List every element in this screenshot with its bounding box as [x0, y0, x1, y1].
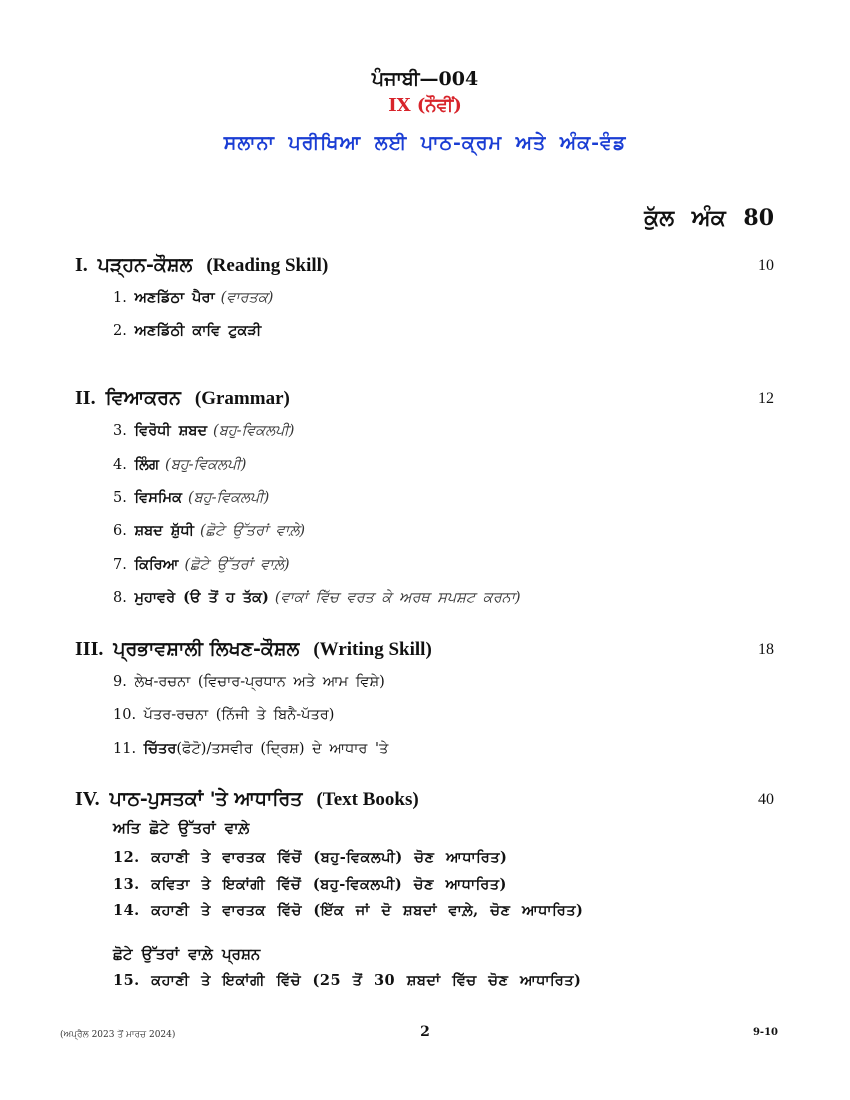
section-heading-grammar: II. ਵਿਆਕਰਨ (Grammar)	[75, 387, 290, 409]
list-item: 5. ਵਿਸਮਿਕ (ਬਹੁ-ਵਿਕਲਪੀ)	[113, 489, 270, 506]
list-item: 10. ਪੱਤਰ-ਰਚਨਾ (ਨਿੱਜੀ ਤੇ ਬਿਨੈ-ਪੱਤਰ)	[113, 707, 335, 723]
section-marks-writing: 18	[758, 641, 774, 658]
list-item: 4. ਲਿੰਗ (ਬਹੁ-ਵਿਕਲਪੀ)	[113, 456, 247, 473]
list-item: 9. ਲੇਖ-ਰਚਨਾ (ਵਿਚਾਰ-ਪ੍ਰਧਾਨ ਅਤੇ ਆਮ ਵਿਸ਼ੇ)	[113, 674, 385, 690]
list-item: 8. ਮੁਹਾਵਰੇ (ੳ ਤੋਂ ਹ ਤੱਕ) (ਵਾਕਾਂ ਵਿੱਚ ਵਰਤ ਕੇ ਅਰਥ ਸਪਸ਼ਟ ਕਰਨਾ)	[113, 589, 521, 606]
list-item: 12. ਕਹਾਣੀ ਤੇ ਵਾਰਤਕ ਵਿੱਚੋਂ (ਬਹੁ-ਵਿਕਲਪੀ) ਚੋਣ ਆਧਾਰਿਤ)	[113, 849, 508, 866]
list-item: 15. ਕਹਾਣੀ ਤੇ ਇਕਾਂਗੀ ਵਿੱਚੋ (25 ਤੋਂ 30 ਸ਼ਬਦਾਂ ਵਿੱਚ ਚੋਣ ਆਧਾਰਿਤ)	[113, 972, 582, 989]
footer-session: (ਅਪ੍ਰੈਲ 2023 ਤੋਂ ਮਾਰਚ 2024)	[60, 1030, 176, 1040]
section-marks-textbooks: 40	[758, 791, 774, 808]
list-item: 14. ਕਹਾਣੀ ਤੇ ਵਾਰਤਕ ਵਿੱਚੋ (ਇੱਕ ਜਾਂ ਦੋ ਸ਼ਬਦਾਂ ਵਾਲ਼ੇ, ਚੋਣ ਆਧਾਰਿਤ)	[113, 902, 584, 919]
list-item: 6. ਸ਼ਬਦ ਸ਼ੁੱਧੀ (ਛੋਟੇ ਉੱਤਰਾਂ ਵਾਲ਼ੇ)	[113, 522, 306, 539]
footer-code: 9-10	[752, 1027, 778, 1038]
subheading-very-short: ਅਤਿ ਛੋਟੇ ਉੱਤਰਾਂ ਵਾਲ਼ੇ	[113, 819, 250, 837]
list-item: 2. ਅਣਡਿੱਠੀ ਕਾਵਿ ਟੁਕੜੀ	[113, 322, 262, 339]
section-marks-reading: 10	[758, 257, 774, 274]
section-heading-writing: III. ਪ੍ਰਭਾਵਸ਼ਾਲੀ ਲਿਖਣ-ਕੌਸ਼ਲ (Writing Skill)	[75, 638, 432, 660]
subheading-short: ਛੋਟੇ ਉੱਤਰਾਂ ਵਾਲ਼ੇ ਪ੍ਰਸ਼ਨ	[113, 945, 261, 963]
list-item: 13. ਕਵਿਤਾ ਤੇ ਇਕਾਂਗੀ ਵਿੱਚੋਂ (ਬਹੁ-ਵਿਕਲਪੀ) ਚੋਣ ਆਧਾਰਿਤ)	[113, 876, 507, 893]
list-item: 7. ਕਿਰਿਆ (ਛੋਟੇ ਉੱਤਰਾਂ ਵਾਲ਼ੇ)	[113, 556, 290, 573]
section-marks-grammar: 12	[758, 390, 774, 407]
class-label: IX (ਨੌਵੀਂ)	[388, 95, 462, 116]
page-title: ਸਲਾਨਾ ਪਰੀਖਿਆ ਲਈ ਪਾਠ-ਕ੍ਰਮ ਅਤੇ ਅੰਕ-ਵੰਡ	[223, 132, 627, 154]
section-heading-reading: I. ਪੜ੍ਹਨ-ਕੌਸ਼ਲ (Reading Skill)	[75, 254, 329, 276]
list-item: 1. ਅਣਡਿੱਠਾ ਪੈਰਾ (ਵਾਰਤਕ)	[113, 289, 274, 306]
list-item: 3. ਵਿਰੋਧੀ ਸ਼ਬਦ (ਬਹੁ-ਵਿਕਲਪੀ)	[113, 422, 295, 439]
page-number: 2	[420, 1024, 430, 1040]
total-marks: ਕੁੱਲ ਅੰਕ 80	[644, 205, 774, 231]
subject-title: ਪੰਜਾਬੀ—004	[371, 68, 479, 90]
section-heading-textbooks: IV. ਪਾਠ-ਪੁਸਤਕਾਂ 'ਤੇ ਆਧਾਰਿਤ (Text Books)	[75, 788, 419, 810]
list-item: 11. ਚਿੱਤਰ(ਫੋਟੋ)/ਤਸਵੀਰ (ਦ੍ਰਿਸ਼) ਦੇ ਆਧਾਰ 'ਤੇ	[113, 740, 389, 757]
